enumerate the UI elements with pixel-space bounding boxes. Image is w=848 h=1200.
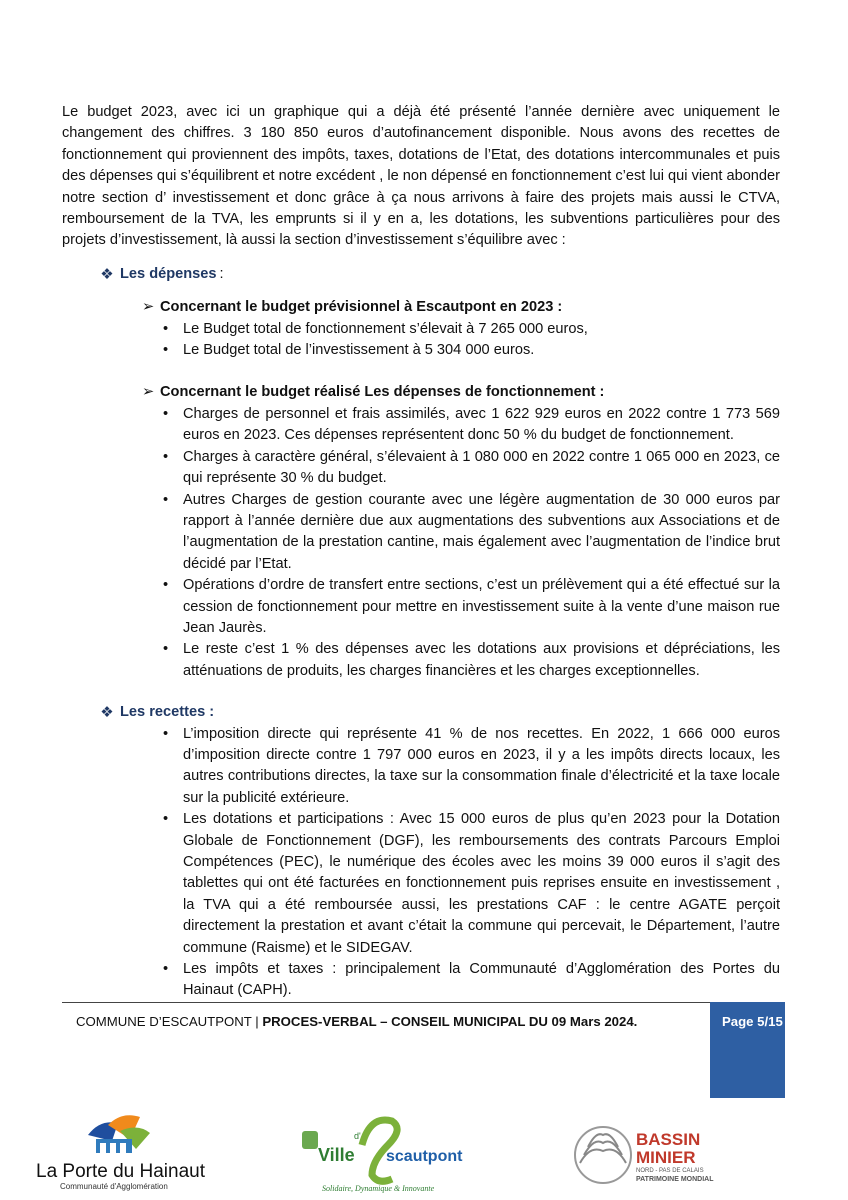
ville-logo-part-d: d' [354, 1131, 361, 1141]
footer-text [76, 1014, 637, 1029]
section-recettes [100, 702, 780, 723]
footer-divider [62, 1002, 710, 1003]
bassin-logo-line2: MINIER [636, 1148, 696, 1167]
bullet-icon: • [163, 320, 169, 337]
subsection-heading-text: Concernant le budget réalisé Les dépenses de fonctionnement : [160, 384, 605, 401]
diamond-bullet-icon: ❖ [100, 265, 114, 283]
subsection-previsionnel [142, 297, 780, 361]
footer-commune: COMMUNE D’ESCAUTPONT | [76, 1014, 263, 1029]
intro-paragraph: Le budget 2023, avec ici un graphique qui a déjà été présenté l’année dernière avec uniquement le changement des chiffres. 3 180 850 euros d’autofinancement disponible. Nous avons des recettes de fonctionnement qui proviennent des impôts, taxes, dotations de l’Etat, des dotations intercommunales et puis des dépenses qui s’équilibrent et notre excédent , le non dépensé en fonctionnement c’est lui qui vient abonder notre section d’ investissement et donc grâce à ça nous arrivons à faire des projets mais aussi le CTVA, remboursement de la TVA, les emprunts si il y en a, les dotations, les subventions particulières pour des projets d’investissement, là aussi la section d’investissement s’équilibre avec : [62, 104, 781, 249]
list-item-text: Les impôts et taxes : principalement la Communauté d’Agglomération des Portes du Hainaut (CAPH). [183, 961, 780, 999]
bullet-list [163, 404, 780, 682]
list-item [163, 404, 780, 447]
porte-du-hainaut-logo [36, 1115, 206, 1191]
bullet-icon: • [163, 725, 169, 742]
porte-logo-name: La Porte du Hainaut [36, 1161, 206, 1182]
list-item-text: Charges à caractère général, s’élevaient à 1 080 000 en 2022 contre 1 065 000 en 2023, ce qui représente 30 % du budget. [183, 448, 780, 487]
page-number: Page 5/15 [722, 1014, 783, 1029]
subsection-heading-text: Concernant le budget prévisionnel à Escautpont en 2023 : [160, 299, 563, 316]
bassin-logo-line1: BASSIN [636, 1130, 701, 1149]
section-title-recettes: Les recettes : [120, 704, 215, 721]
bullet-icon: • [163, 811, 169, 828]
list-item-text: Autres Charges de gestion courante avec une légère augmentation de 30 000 euros par rapport à l’année dernière due aux augmentations des subventions aux Associations et de l’augmentation de la prestation cantine, mais également avec l’augmentation de l’indice brut décidé par l’Etat. [183, 491, 780, 572]
list-item [163, 340, 780, 361]
section-title-depenses: Les dépenses [120, 265, 217, 282]
bassin-minier-logo [575, 1127, 714, 1183]
ville-logo-tagline: Solidaire, Dynamique & Innovante [322, 1184, 435, 1193]
list-item [163, 447, 780, 490]
list-item-text: Le reste c’est 1 % des dépenses avec les dotations aux provisions et dépréciations, les atténuations de produits, les charges financières et les charges exceptionnelles. [183, 641, 780, 679]
list-item-text: Le Budget total de l’investissement à 5 304 000 euros. [183, 342, 535, 359]
list-item-text: Opérations d’ordre de transfert entre sections, c’est un prélèvement qui a été effectué sur la cession de fonctionnement pour mettre en investissement suite à la vente d’une maison rue Jean Jaurès. [183, 577, 780, 636]
footer-title: PROCES-VERBAL – CONSEIL MUNICIPAL DU 09 Mars 2024. [262, 1014, 638, 1029]
section-title-suffix: : [219, 265, 224, 282]
list-item-text: Les dotations et participations : Avec 15 000 euros de plus qu’en 2023 pour la Dotation Globale de Fonctionnement (DGF), les remboursements des contrats Parcours Emploi Compétences (PEC), le numérique des écoles avec les moins 39 000 euros il s’agit des tablettes qui ont été facturées en fonctionnement puis reprises ensuite en investissement , la TVA qui a été remboursée aussi, les prestations CAF : le centre AGATE perçoit directement la prestation et avant c’était la commune qui percevait, le Département, l’autre commune (Raisme) et le SIDEGAV. [183, 811, 780, 956]
list-item [163, 575, 780, 639]
bassin-logo-line3: NORD - PAS DE CALAIS [636, 1168, 704, 1174]
bullet-icon: • [163, 577, 169, 594]
section-depenses [100, 264, 780, 285]
bullet-list [163, 319, 780, 362]
ville-escautpont-logo [302, 1120, 463, 1193]
list-item [163, 724, 780, 810]
bullet-icon: • [163, 342, 169, 359]
porte-logo-sub: Communauté d'Agglomération [60, 1182, 168, 1191]
bullet-icon: • [163, 641, 169, 658]
arrow-bullet-icon: ➢ [142, 299, 155, 316]
bullet-list-recettes [163, 724, 780, 1002]
document-body [62, 102, 780, 1002]
diamond-bullet-icon: ❖ [100, 704, 114, 722]
list-item [163, 490, 780, 576]
ville-logo-part-a: Ville [318, 1145, 355, 1165]
subsection-realise [142, 382, 780, 682]
ville-logo-part-b: scautpont [386, 1148, 463, 1165]
bullet-icon: • [163, 448, 169, 465]
list-item-text: Le Budget total de fonctionnement s’élevait à 7 265 000 euros, [183, 320, 588, 337]
bullet-icon: • [163, 491, 169, 508]
list-item [163, 639, 780, 682]
bassin-logo-line4: PATRIMOINE MONDIAL [636, 1176, 714, 1183]
arrow-bullet-icon: ➢ [142, 384, 155, 401]
list-item-text: L’imposition directe qui représente 41 % de nos recettes. En 2022, 1 666 000 euros d’imposition directe contre 1 797 000 euros en 2023, il y a les impôts directs locaux, les autres contributions directes, la taxe sur la consommation finale d’électricité et la taxe locale sur la publicité extérieure. [183, 725, 780, 806]
list-item [163, 809, 780, 959]
bullet-icon: • [163, 405, 169, 422]
bullet-icon: • [163, 961, 169, 978]
footer-logos [0, 1105, 848, 1195]
list-item-text: Charges de personnel et frais assimilés, avec 1 622 929 euros en 2022 contre 1 773 569 euros en 2023. Ces dépenses représentent donc 50 % du budget de fonctionnement. [183, 405, 780, 444]
list-item [163, 959, 780, 1002]
subsection-heading [142, 382, 780, 403]
list-item [163, 319, 780, 340]
subsection-heading [142, 297, 780, 318]
